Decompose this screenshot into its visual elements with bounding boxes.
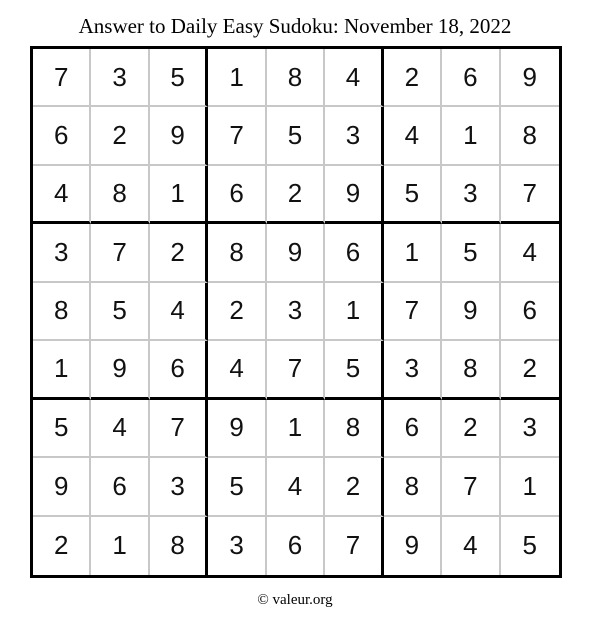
sudoku-cell: 4 (91, 400, 149, 458)
sudoku-cell: 5 (150, 49, 208, 107)
sudoku-cell: 8 (150, 517, 208, 575)
sudoku-cell: 3 (33, 224, 91, 282)
sudoku-cell: 4 (150, 283, 208, 341)
sudoku-cell: 2 (325, 458, 383, 516)
sudoku-cell: 8 (384, 458, 442, 516)
sudoku-cell: 7 (384, 283, 442, 341)
sudoku-cell: 9 (150, 107, 208, 165)
sudoku-cell: 7 (208, 107, 266, 165)
sudoku-cell: 3 (442, 166, 500, 224)
sudoku-cell: 4 (442, 517, 500, 575)
sudoku-cell: 7 (33, 49, 91, 107)
sudoku-cell: 4 (208, 341, 266, 399)
sudoku-cell: 7 (267, 341, 325, 399)
sudoku-cell: 4 (384, 107, 442, 165)
sudoku-cell: 7 (325, 517, 383, 575)
sudoku-cell: 6 (91, 458, 149, 516)
sudoku-cell: 3 (384, 341, 442, 399)
sudoku-cell: 5 (325, 341, 383, 399)
sudoku-cell: 6 (208, 166, 266, 224)
sudoku-cell: 8 (267, 49, 325, 107)
sudoku-cell: 8 (91, 166, 149, 224)
sudoku-cell: 2 (33, 517, 91, 575)
sudoku-cell: 4 (267, 458, 325, 516)
sudoku-cell: 7 (150, 400, 208, 458)
sudoku-cell: 9 (442, 283, 500, 341)
sudoku-cell: 2 (501, 341, 559, 399)
sudoku-cell: 3 (91, 49, 149, 107)
sudoku-cell: 5 (384, 166, 442, 224)
sudoku-cell: 9 (91, 341, 149, 399)
sudoku-cell: 2 (267, 166, 325, 224)
sudoku-cell: 9 (501, 49, 559, 107)
sudoku-cell: 6 (501, 283, 559, 341)
sudoku-cell: 6 (267, 517, 325, 575)
sudoku-cell: 3 (267, 283, 325, 341)
sudoku-cell: 5 (442, 224, 500, 282)
sudoku-cell: 3 (501, 400, 559, 458)
sudoku-cell: 2 (91, 107, 149, 165)
sudoku-cell: 9 (325, 166, 383, 224)
sudoku-cell: 9 (384, 517, 442, 575)
sudoku-cell: 6 (33, 107, 91, 165)
sudoku-cell: 5 (208, 458, 266, 516)
sudoku-cell: 1 (150, 166, 208, 224)
sudoku-cell: 7 (91, 224, 149, 282)
sudoku-cell: 2 (384, 49, 442, 107)
sudoku-cell: 1 (208, 49, 266, 107)
sudoku-cell: 1 (442, 107, 500, 165)
sudoku-cell: 2 (208, 283, 266, 341)
sudoku-cell: 3 (325, 107, 383, 165)
puzzle-title: Answer to Daily Easy Sudoku: November 18, 2022 (78, 14, 512, 38)
sudoku-cell: 7 (442, 458, 500, 516)
sudoku-cell: 1 (384, 224, 442, 282)
sudoku-cell: 2 (150, 224, 208, 282)
sudoku-cell: 6 (442, 49, 500, 107)
sudoku-cell: 5 (267, 107, 325, 165)
sudoku-cell: 4 (325, 49, 383, 107)
copyright-footer: © valeur.org (257, 592, 333, 608)
sudoku-cell: 2 (442, 400, 500, 458)
sudoku-cell: 6 (325, 224, 383, 282)
sudoku-cell: 1 (325, 283, 383, 341)
sudoku-cell: 8 (325, 400, 383, 458)
sudoku-cell: 9 (33, 458, 91, 516)
sudoku-cell: 4 (33, 166, 91, 224)
sudoku-cell: 4 (501, 224, 559, 282)
sudoku-cell: 3 (208, 517, 266, 575)
sudoku-board (30, 46, 562, 578)
sudoku-cell: 1 (91, 517, 149, 575)
sudoku-cell: 8 (33, 283, 91, 341)
sudoku-cell: 5 (91, 283, 149, 341)
sudoku-cell: 8 (442, 341, 500, 399)
sudoku-cell: 1 (501, 458, 559, 516)
sudoku-cell: 6 (150, 341, 208, 399)
sudoku-cell: 9 (267, 224, 325, 282)
sudoku-cell: 1 (267, 400, 325, 458)
sudoku-cell: 8 (208, 224, 266, 282)
sudoku-cell: 7 (501, 166, 559, 224)
sudoku-cell: 5 (522, 530, 537, 561)
sudoku-cell: 9 (208, 400, 266, 458)
sudoku-cell: 6 (384, 400, 442, 458)
sudoku-cell: 1 (33, 341, 91, 399)
sudoku-cell: 5 (33, 400, 91, 458)
sudoku-cell: 8 (501, 107, 559, 165)
sudoku-cell: 3 (150, 458, 208, 516)
